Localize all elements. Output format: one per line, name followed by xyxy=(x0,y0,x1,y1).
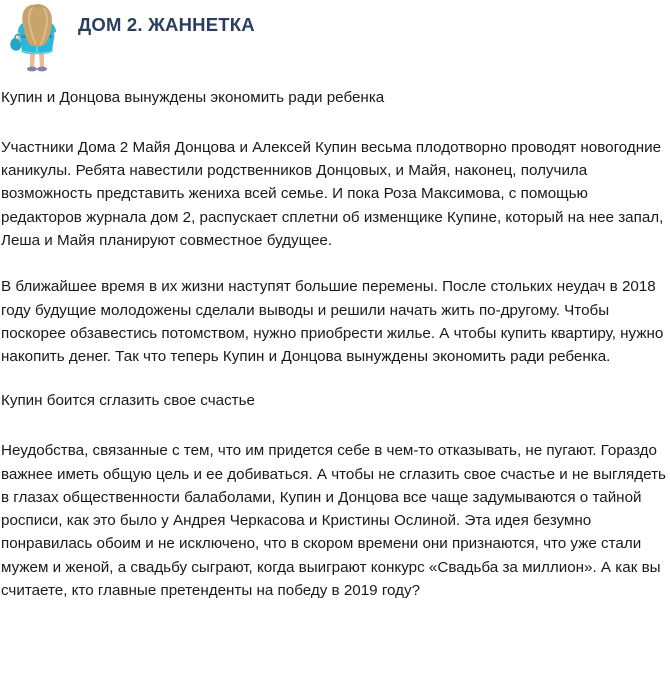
article-paragraph-3: Неудобства, связанные с тем, что им придется себе в чем-то отказывать, не пугают. Гораздо важнее иметь общую цель и ее добиваться. А чтобы не сглазить свое счастье и не выглядеть в глазах общественности балаболами, Купин и Донцова все чаще задумываются о тайной росписи, как это было у Андрея Черкасова и Кристины Ослиной. Эта идея безумно понравилась обоим и не исключено, что в скором времени они признаются, что уже стали мужем и женой, а свадьбу сыграют, когда выиграют конкурс «Свадьба за миллион». А как вы считаете, кто главные претенденты на победу в 2019 году? xyxy=(1,442,666,600)
article-subheading-2: Купин боится сглазить свое счастье xyxy=(1,392,255,410)
site-header xyxy=(0,0,670,76)
article-paragraph-2: В ближайшее время в их жизни наступят большие перемены. После стольких неудач в 2018 году будущие молодожены сделали выводы и решили начать жить по-другому. Чтобы поскорее обзавестись потомством, нужно приобрести жилье. А чтобы купить квартиру, нужно накопить денег. Так что теперь Купин и Донцова вынуждены экономить ради ребенка. xyxy=(1,278,664,366)
article-body xyxy=(0,87,670,602)
woman-in-blue-dress-logo xyxy=(6,2,68,74)
article-subheading-1: Купин и Донцова вынуждены экономить ради ребенка xyxy=(1,89,385,106)
site-title: ДОМ 2. ЖАННЕТКА xyxy=(78,14,255,35)
article-paragraph-1: Участники Дома 2 Майя Донцова и Алексей Купин весьма плодотворно проводят новогодние каникулы. Ребята навестили родственников Донцовых, и Майя, наконец, получила возможность представить жениха всей семье. И пока Роза Максимова, с помощью редакторов журнала дом 2, распускает сплетни об изменщике Купине, который на нее запал, Леша и Майя планируют совместное будущее. xyxy=(1,138,664,249)
